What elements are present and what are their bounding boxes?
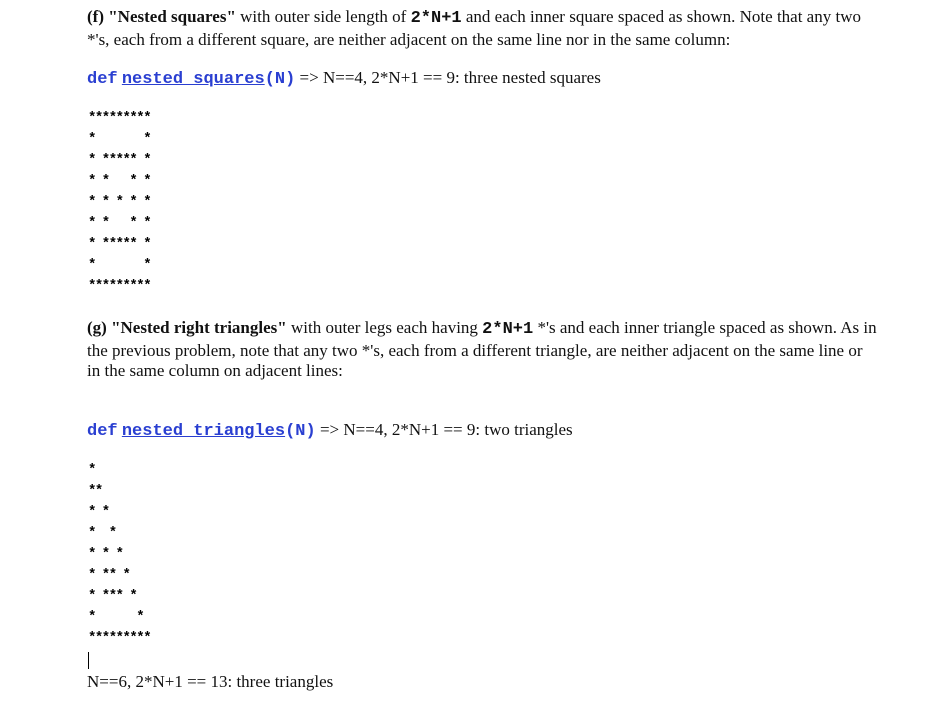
section-g-title: "Nested right triangles"	[111, 318, 287, 337]
section-g-text-1: with outer legs each having	[286, 318, 483, 337]
section-f-title: "Nested squares"	[108, 7, 236, 26]
nested-squares-example: => N==4, 2*N+1 == 9: three nested squares	[299, 68, 601, 87]
section-f-code: 2*N+1	[410, 9, 462, 28]
text-cursor	[88, 652, 89, 669]
section-f-description	[87, 7, 887, 50]
nested-triangles-definition	[87, 420, 573, 441]
def-keyword: def	[87, 422, 118, 441]
section-g-code: 2*N+1	[482, 320, 534, 339]
nested-squares-args: (N)	[264, 70, 296, 89]
nested-triangles-args: (N)	[285, 422, 316, 441]
section-g-text-2: *'s and each inner triangle spaced as shown. As in the previous problem, note that any two *'s, each from a different triangle, are neither adjacent on the same line or in the same column on adjacent lines:	[87, 318, 877, 380]
section-g-description	[87, 318, 877, 382]
nested-squares-pattern: ********* * * * ***** * * * * * * * * * * * * * * * ***** * * * *********	[88, 110, 151, 294]
section-f-label: (f)	[87, 7, 104, 26]
section-g-label: (g)	[87, 318, 107, 337]
def-keyword: def	[87, 70, 118, 89]
nested-triangles-pattern: * ** * * * * * * * * ** * * *** * * * *********	[88, 462, 151, 646]
nested-squares-definition	[87, 68, 601, 89]
nested-squares-function-name: nested_squares	[121, 70, 265, 89]
section-f-text-2: and each inner square spaced as shown. Note that any two *'s, each from a different square, are neither adjacent on the same line nor in the same column:	[87, 7, 861, 49]
section-f-text-1: with outer side length of	[235, 7, 411, 26]
nested-triangles-function-name: nested_triangles	[121, 422, 286, 441]
three-triangles-example: N==6, 2*N+1 == 13: three triangles	[87, 672, 334, 691]
nested-triangles-example: => N==4, 2*N+1 == 9: two triangles	[319, 420, 573, 439]
